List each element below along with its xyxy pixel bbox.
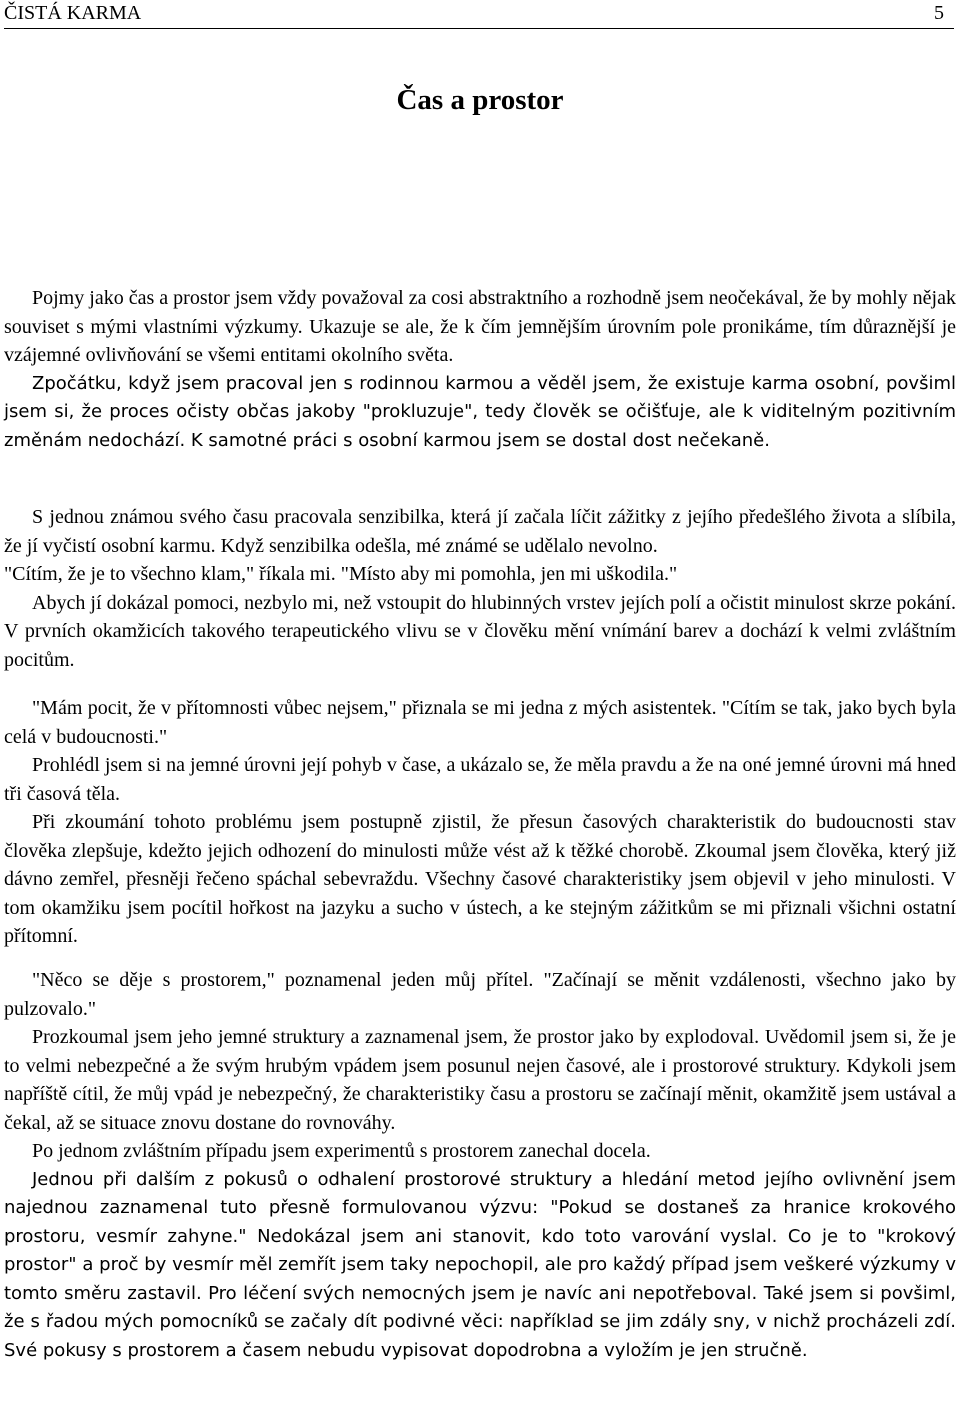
paragraph: "Cítím, že je to všechno klam," říkala mi. "Místo aby mi pomohla, jen mi uškodila." <box>4 563 678 585</box>
chapter-title: Čas a prostor <box>396 84 564 116</box>
paragraph: Po jednom zvláštním případu jsem experimentů s prostorem zanechal docela. <box>32 1140 651 1162</box>
paragraph: Abych jí dokázal pomoci, nezbylo mi, než vstoupit do hlubinných vrstev jejích polí a očistit minulost skrze pokání. V prvních okamžicích takového terapeutického vlivu se v člověku mění vnímání barev a dochází k velmi zvláštním pocitům. <box>4 591 956 671</box>
text-block-senzibilka <box>4 503 956 674</box>
paragraph: Zpočátku, když jsem pracoval jen s rodinnou karmou a věděl jsem, že existuje karma osobní, povšiml jsem si, že proces očisty občas jakoby "prokluzuje", tedy člověk se očišťuje, ale k viditelným pozitivním změnám nedochází. K samotné práci s osobní karmou jsem se dostal dost nečekaně. <box>4 372 956 451</box>
paragraph: S jednou známou svého času pracovala senzibilka, která jí začala líčit zážitky z jejího předešlého života a slíbila, že jí vyčistí osobní karmu. Když senzibilka odešla, mé známé se udělalo nevolno. <box>4 506 956 557</box>
paragraph: Při zkoumání tohoto problému jsem postupně zjistil, že přesun časových charakteristik do budoucnosti stav člověka zlepšuje, kdežto jejich odhození do minulosti může vést až k těžké chorobě. Zkoumal jsem člověka, který již dávno zemřel, přesněji řečeno spáchal sebevraždu. Všechny časové charakteristiky jsem objevil v jeho minulosti. V tom okamžiku jsem pocítil hořkost na jazyku a sucho v ústech, a ke stejným zážitkům se mi přiznali všichni ostatní přítomní. <box>4 811 956 947</box>
text-block-space <box>4 966 956 1365</box>
page-number: 5 <box>934 2 944 24</box>
paragraph: Prohlédl jsem si na jemné úrovni její pohyb v čase, a ukázalo se, že měla pravdu a že na oné jemné úrovni má hned tři časová těla. <box>4 754 956 805</box>
paragraph: Jednou při dalším z pokusů o odhalení prostorové struktury a hledání metod jejího ovlivnění jsem najednou zaznamenal tuto přesně formulovanou výzvu: "Pokud se dostaneš za hranice krokového prostoru, vesmír zahyne." Nedokázal jsem ani stanovit, kdo toto varování vyslal. Co je to "krokový prostor" a proč by vesmír měl zemřít jsem taky nepochopil, ale pro každý případ jsem veškeré výzkumy v tomto směru zastavil. Pro léčení svých nemocných jsem je navíc ani nepotřeboval. Také jsem si povšiml, že s řadou mých pomocníků se začaly dít podivné věci: například se jim zdály sny, v nichž procházeli zdí. Své pokusy s prostorem a časem nebudu vypisovat dopodrobna a vyložím je jen stručně. <box>4 1168 956 1361</box>
running-header <box>4 2 954 29</box>
paragraph: Pojmy jako čas a prostor jsem vždy považoval za cosi abstraktního a rozhodně jsem neočekával, že by mohly nějak souviset s mými vlastními výzkumy. Ukazuje se ale, že k čím jemnějším úrovním pole pronikáme, tím důraznější je vzájemné ovlivňování se všemi entitami okolního světa. <box>4 287 956 366</box>
text-block-time <box>4 694 956 951</box>
book-title: ČISTÁ KARMA <box>4 2 142 24</box>
paragraph: Prozkoumal jsem jeho jemné struktury a zaznamenal jsem, že prostor jako by explodoval. Uvědomil jsem si, že je to velmi nebezpečné a že svým hrubým vpádem jsem posunul nejen časové, ale i prostorové struktury. Kdykoli jsem napříště cítil, že můj vpád je nebezpečný, že charakteristiky času a prostoru se začínají měnit, okamžitě jsem ustával a čekal, až se situace znovu dostane do rovnováhy. <box>4 1026 956 1134</box>
paragraph: "Mám pocit, že v přítomnosti vůbec nejsem," přiznala se mi jedna z mých asistentek. "Cítím se tak, jako bych byla celá v budoucnosti." <box>4 697 956 748</box>
paragraph: "Něco se děje s prostorem," poznamenal jeden můj přítel. "Začínají se měnit vzdálenosti, všechno jako by pulzovalo." <box>4 969 956 1020</box>
text-block-intro <box>4 284 956 455</box>
